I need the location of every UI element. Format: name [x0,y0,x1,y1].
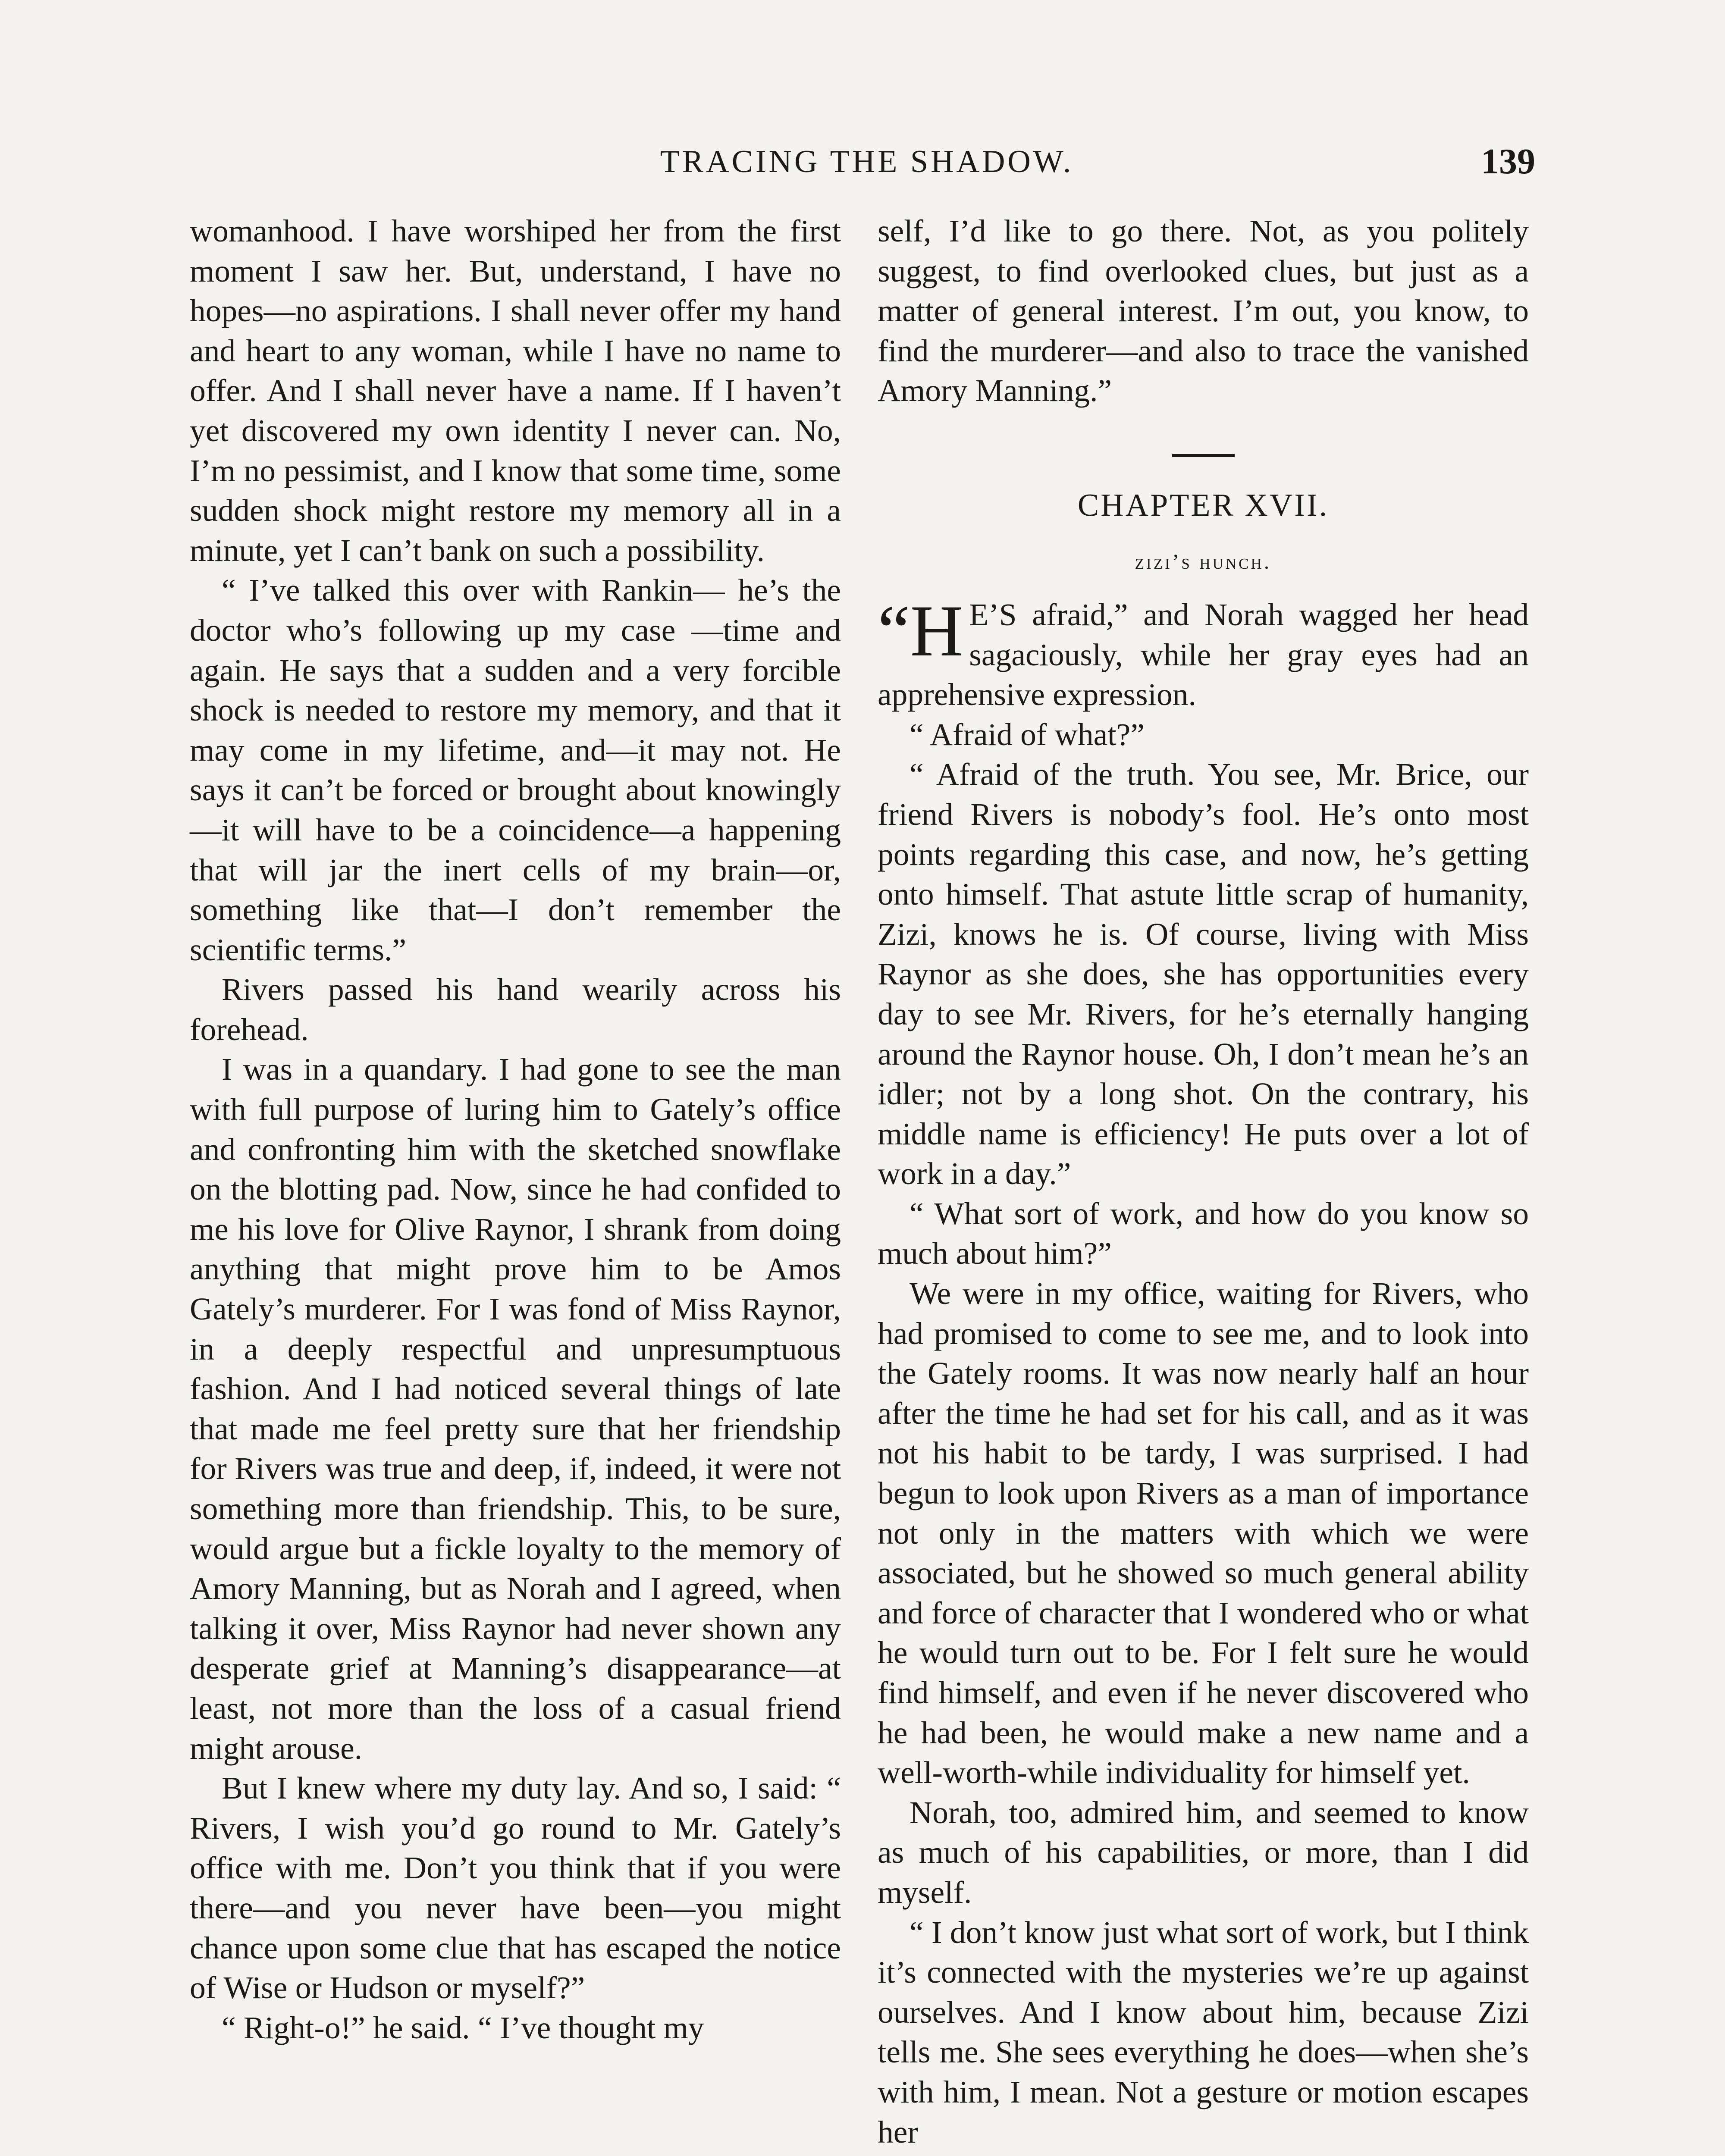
paragraph: “ Afraid of the truth. You see, Mr. Brice, our friend Rivers is nobody’s fool. He’s onto most points regarding this case, and now, he’s getting onto himself. That astute little scrap of humanity, Zizi, knows he is. Of course, living with Miss Raynor as she does, she has opportunities every day to see Mr. Rivers, for he’s eternally hanging around the Raynor house. Oh, I don’t mean he’s an idler; not by a long shot. On the contrary, his middle name is efficiency! He puts over a lot of work in a day.” [878,757,1529,1191]
paragraph: womanhood. I have worshiped her from the first moment I saw her. But, understand, I have no hopes—no aspirations. I shall never offer my hand and heart to any woman, while I have no name to offer. And I shall never have a name. If I haven’t yet discovered my own identity I never can. No, I’m no pessimist, and I know that some time, some sudden shock might restore my memory all in a minute, yet I can’t bank on such a possibility. [190,213,841,568]
paragraph: “ I’ve talked this over with Rankin— he’s the doctor who’s following up my case —time and again. He says that a sudden and a very forcible shock is needed to restore my memory, and that it may come in my lifetime, and—it may not. He says it can’t be forced or brought about knowingly—it will have to be a coincidence—a happening that will jar the inert cells of my brain—or, something like that—I don’t remember the scientific terms.” [190,573,841,967]
drop-cap [878,590,969,671]
paragraph: “ Afraid of what?” [910,717,1145,752]
paragraph: We were in my office, waiting for Rivers, who had promised to come to see me, and to look into the Gately rooms. It was now nearly half an hour after the time he had set for his call, and as it was not his habit to be tardy, I was surprised. I had begun to look upon Rivers as a man of importance not only in the matters with which we were associated, but he showed so much general ability and force of character that I wondered who or what he would turn out to be. For I felt sure he would find himself, and even if he never discovered who he had been, he would make a new name and a well-worth-while individuality for himself yet. [878,1276,1529,1790]
paragraph: “ What sort of work, and how do you know so much about him?” [878,1196,1529,1271]
page-header [198,138,1535,185]
right-column [878,211,1529,2152]
chapter-subtitle: zizi’s hunch. [1135,549,1272,573]
chapter-opening-text: E’S afraid,” and Norah wagged her head sagaciously, while her gray eyes had an apprehensive expression. [878,597,1529,712]
chapter-opening-paragraph [878,590,1529,715]
paragraph: Rivers passed his hand wearily across his forehead. [190,972,841,1047]
paragraph: “ Right-o!” he said. “ I’ve thought my [222,2010,704,2045]
paragraph: I was in a quandary. I had gone to see the man with full purpose of luring him to Gately’s office and confronting him with the sketched snowflake on the blotting pad. Now, since he had confided to me his love for Olive Raynor, I shrank from doing anything that might prove him to be Amos Gately’s murderer. For I was fond of Miss Raynor, in a deeply respectful and unpresumptuous fashion. And I had noticed several things of late that made me feel pretty sure that her friendship for Rivers was true and deep, if, indeed, it were not something more than friendship. This, to be sure, would argue but a fickle loyalty to the memory of Amory Manning, but as Norah and I agreed, when talking it over, Miss Raynor had never shown any desperate grief at Manning’s disappearance—at least, not more than the loss of a casual friend might arouse. [190,1052,841,1766]
left-column [190,211,841,2048]
drop-cap-letter: H [910,590,963,671]
page-number: 139 [1481,141,1535,182]
opening-quote-mark: “ [878,590,910,671]
paragraph: self, I’d like to go there. Not, as you politely suggest, to find overlooked clues, but just as a matter of general interest. I’m out, you know, to find the murderer—and also to trace the vanished Amory Manning.” [878,213,1529,408]
chapter-title: CHAPTER XVII. [1077,487,1329,523]
section-divider [1172,454,1235,457]
paragraph: But I knew where my duty lay. And so, I said: “ Rivers, I wish you’d go round to Mr. Gately’s office with me. Don’t you think that if you were there—and you never have been—you might chance upon some clue that has escaped the notice of Wise or Hudson or myself?” [190,1771,841,2006]
paragraph: “ I don’t know just what sort of work, but I think it’s connected with the mysteries we’re up against ourselves. And I know about him, because Zizi tells me. She sees everything he does—when she’s with him, I mean. Not a gesture or motion escapes her [878,1915,1529,2150]
running-head: TRACING THE SHADOW. [660,144,1074,179]
paragraph: Norah, too, admired him, and seemed to know as much of his capabilities, or more, than I did myself. [878,1795,1529,1910]
